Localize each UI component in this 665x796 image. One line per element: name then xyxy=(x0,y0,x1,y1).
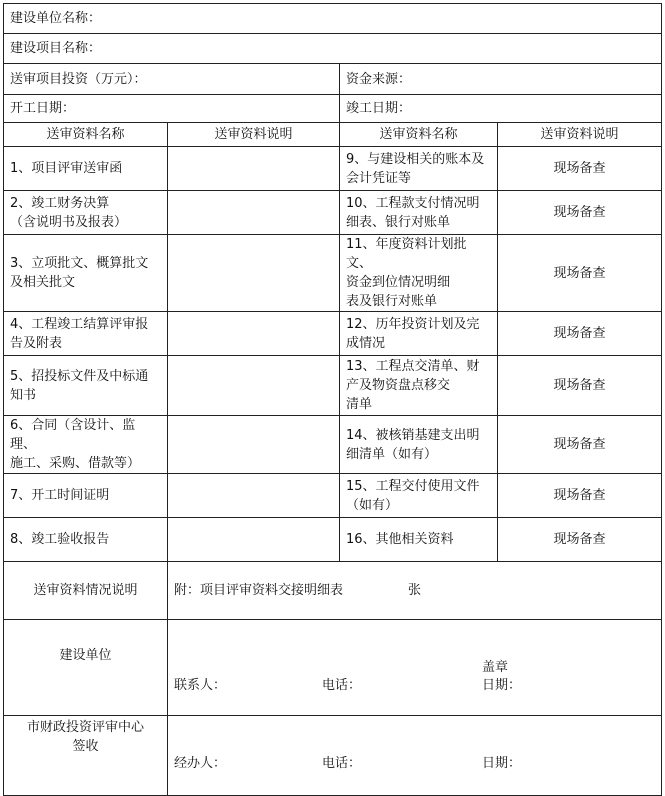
project-name-label: 建设项目名称： xyxy=(10,41,102,56)
end-date-field xyxy=(340,95,662,123)
material-name: 16、其他相关资料 xyxy=(340,518,498,562)
column-header-name: 送审资料名称 xyxy=(340,123,498,147)
start-date-field xyxy=(4,95,340,123)
material-desc xyxy=(168,235,340,312)
material-name: 5、招投标文件及中标通 知书 xyxy=(4,356,168,416)
table-row xyxy=(4,147,662,191)
summary-label: 送审资料情况说明 xyxy=(4,562,168,620)
material-desc: 现场备查 xyxy=(498,147,662,191)
material-desc: 现场备查 xyxy=(498,416,662,474)
material-desc xyxy=(168,312,340,356)
material-name: 3、立项批文、概算批文 及相关批文 xyxy=(4,235,168,312)
material-name: 2、竣工财务决算 （含说明书及报表） xyxy=(4,191,168,235)
table-row xyxy=(4,416,662,474)
contact-label: 联系人： xyxy=(174,678,227,693)
sheet-unit: 张 xyxy=(408,583,422,598)
center-row xyxy=(4,716,662,796)
seal-label: 盖章 xyxy=(482,660,509,675)
column-header-name: 送审资料名称 xyxy=(4,123,168,147)
material-name: 11、年度资料计划批文、 资金到位情况明细 表及银行对账单 xyxy=(340,235,498,312)
table-row xyxy=(4,518,662,562)
material-desc: 现场备查 xyxy=(498,356,662,416)
center-date-label: 日期： xyxy=(482,756,522,771)
material-desc: 现场备查 xyxy=(498,518,662,562)
builder-label: 建设单位 xyxy=(4,620,168,716)
end-date-label: 竣工日期： xyxy=(346,101,412,116)
center-sign-area xyxy=(168,716,662,796)
material-desc xyxy=(168,191,340,235)
material-name: 4、工程竣工结算评审报 告及附表 xyxy=(4,312,168,356)
builder-phone-label: 电话： xyxy=(322,678,362,693)
investment-field xyxy=(4,64,340,95)
material-name: 10、工程款支付情况明 细表、银行对账单 xyxy=(340,191,498,235)
material-desc xyxy=(168,474,340,518)
material-name: 9、与建设相关的账本及 会计凭证等 xyxy=(340,147,498,191)
material-desc: 现场备查 xyxy=(498,235,662,312)
column-header-desc: 送审资料说明 xyxy=(168,123,340,147)
builder-sign-area xyxy=(168,620,662,716)
material-desc xyxy=(168,416,340,474)
material-desc: 现场备查 xyxy=(498,474,662,518)
material-desc: 现场备查 xyxy=(498,191,662,235)
center-phone-label: 电话： xyxy=(322,756,362,771)
table-row xyxy=(4,191,662,235)
unit-name-field xyxy=(4,4,662,34)
project-name-field xyxy=(4,34,662,64)
attachment-text: 附：项目评审资料交接明细表 xyxy=(174,583,344,598)
material-name: 1、项目评审送审函 xyxy=(4,147,168,191)
builder-date-label: 日期： xyxy=(482,678,522,693)
builder-row xyxy=(4,620,662,716)
material-name: 13、工程点交清单、财 产及物资盘点移交 清单 xyxy=(340,356,498,416)
start-date-label: 开工日期： xyxy=(10,101,76,116)
column-header-desc: 送审资料说明 xyxy=(498,123,662,147)
summary-content xyxy=(168,562,662,620)
unit-name-label: 建设单位名称： xyxy=(10,11,102,26)
material-name: 8、竣工验收报告 xyxy=(4,518,168,562)
material-desc xyxy=(168,147,340,191)
submission-form xyxy=(3,3,662,796)
fund-source-label: 资金来源： xyxy=(346,71,412,87)
material-name: 6、合同（含设计、监理、 施工、采购、借款等） xyxy=(4,416,168,474)
investment-label: 送审项目投资（万元）： xyxy=(10,71,147,87)
material-name: 7、开工时间证明 xyxy=(4,474,168,518)
table-row xyxy=(4,356,662,416)
material-desc: 现场备查 xyxy=(498,312,662,356)
center-label: 市财政投资评审中心 签收 xyxy=(4,716,168,796)
material-name: 14、被核销基建支出明 细清单（如有） xyxy=(340,416,498,474)
material-desc xyxy=(168,356,340,416)
material-name: 15、工程交付使用文件 （如有） xyxy=(340,474,498,518)
table-row xyxy=(4,235,662,312)
fund-source-field xyxy=(340,64,662,95)
handler-label: 经办人： xyxy=(174,756,227,771)
table-row xyxy=(4,474,662,518)
material-desc xyxy=(168,518,340,562)
material-name: 12、历年投资计划及完 成情况 xyxy=(340,312,498,356)
table-row xyxy=(4,312,662,356)
summary-row xyxy=(4,562,662,620)
